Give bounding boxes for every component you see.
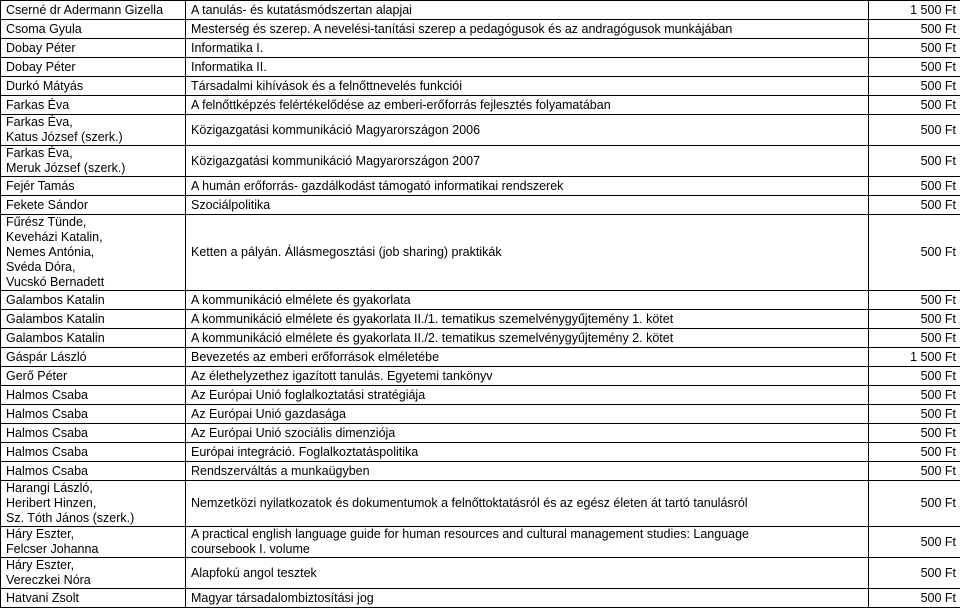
- author-cell: Háry Eszter, Felcser Johanna: [1, 527, 186, 558]
- table-row: [1, 367, 960, 386]
- table-row: [1, 589, 960, 608]
- table-row: [1, 481, 960, 527]
- price-cell: 1 500 Ft: [869, 1, 960, 20]
- author-cell: Harangi László, Heribert Hinzen, Sz. Tóth János (szerk.): [1, 481, 186, 527]
- title-cell: Ketten a pályán. Állásmegosztási (job sharing) praktikák: [186, 215, 869, 291]
- author-cell: Galambos Katalin: [1, 310, 186, 329]
- title-cell: Az Európai Unió foglalkoztatási stratégiája: [186, 386, 869, 405]
- author-cell: Halmos Csaba: [1, 443, 186, 462]
- price-cell: 500 Ft: [869, 310, 960, 329]
- table-row: [1, 20, 960, 39]
- price-cell: 500 Ft: [869, 386, 960, 405]
- title-cell: Magyar társadalombiztosítási jog: [186, 589, 869, 608]
- title-cell: Az Európai Unió szociális dimenziója: [186, 424, 869, 443]
- title-cell: A tanulás- és kutatásmódszertan alapjai: [186, 1, 869, 20]
- table-row: [1, 527, 960, 558]
- price-cell: 500 Ft: [869, 329, 960, 348]
- price-cell: 500 Ft: [869, 481, 960, 527]
- price-cell: 500 Ft: [869, 424, 960, 443]
- author-cell: Halmos Csaba: [1, 462, 186, 481]
- table-row: [1, 310, 960, 329]
- title-cell: Közigazgatási kommunikáció Magyarországon 2007: [186, 146, 869, 177]
- author-cell: Halmos Csaba: [1, 405, 186, 424]
- author-cell: Csoma Gyula: [1, 20, 186, 39]
- author-cell: Háry Eszter, Vereczkei Nóra: [1, 558, 186, 589]
- title-cell: Informatika II.: [186, 58, 869, 77]
- price-cell: 500 Ft: [869, 589, 960, 608]
- title-cell: Alapfokú angol tesztek: [186, 558, 869, 589]
- author-cell: Dobay Péter: [1, 39, 186, 58]
- price-cell: 500 Ft: [869, 367, 960, 386]
- title-cell: A humán erőforrás- gazdálkodást támogató informatikai rendszerek: [186, 177, 869, 196]
- price-cell: 500 Ft: [869, 20, 960, 39]
- author-cell: Cserné dr Adermann Gizella: [1, 1, 186, 20]
- author-cell: Durkó Mátyás: [1, 77, 186, 96]
- table-row: [1, 77, 960, 96]
- title-cell: Társadalmi kihívások és a felnőttnevelés funkciói: [186, 77, 869, 96]
- price-cell: 500 Ft: [869, 58, 960, 77]
- table-row: [1, 405, 960, 424]
- title-cell: A practical english language guide for human resources and cultural management studies: Language coursebook I. volume: [186, 527, 869, 558]
- title-cell: Szociálpolitika: [186, 196, 869, 215]
- price-cell: 500 Ft: [869, 177, 960, 196]
- author-cell: Farkas Éva, Katus József (szerk.): [1, 115, 186, 146]
- table-row: [1, 462, 960, 481]
- title-cell: Európai integráció. Foglalkoztatáspolitika: [186, 443, 869, 462]
- price-cell: 1 500 Ft: [869, 348, 960, 367]
- table-row: [1, 348, 960, 367]
- price-cell: 500 Ft: [869, 196, 960, 215]
- author-cell: Hatvani Zsolt: [1, 589, 186, 608]
- price-cell: 500 Ft: [869, 291, 960, 310]
- author-cell: Farkas Éva, Meruk József (szerk.): [1, 146, 186, 177]
- author-cell: Dobay Péter: [1, 58, 186, 77]
- author-cell: Galambos Katalin: [1, 329, 186, 348]
- price-cell: 500 Ft: [869, 405, 960, 424]
- table-row: [1, 115, 960, 146]
- table-row: [1, 424, 960, 443]
- author-cell: Fűrész Tünde, Keveházi Katalin, Nemes Antónia, Svéda Dóra, Vucskó Bernadett: [1, 215, 186, 291]
- table-row: [1, 196, 960, 215]
- author-cell: Halmos Csaba: [1, 386, 186, 405]
- price-cell: 500 Ft: [869, 558, 960, 589]
- table-row: [1, 177, 960, 196]
- price-cell: 500 Ft: [869, 462, 960, 481]
- table-row: [1, 291, 960, 310]
- price-cell: 500 Ft: [869, 39, 960, 58]
- author-cell: Fekete Sándor: [1, 196, 186, 215]
- table-row: [1, 146, 960, 177]
- title-cell: Az Európai Unió gazdasága: [186, 405, 869, 424]
- price-cell: 500 Ft: [869, 96, 960, 115]
- table-row: [1, 215, 960, 291]
- author-cell: Gerő Péter: [1, 367, 186, 386]
- author-cell: Farkas Éva: [1, 96, 186, 115]
- title-cell: Rendszerváltás a munkaügyben: [186, 462, 869, 481]
- table-row: [1, 58, 960, 77]
- table-row: [1, 1, 960, 20]
- title-cell: Közigazgatási kommunikáció Magyarországon 2006: [186, 115, 869, 146]
- title-cell: Bevezetés az emberi erőforrások elméletébe: [186, 348, 869, 367]
- price-cell: 500 Ft: [869, 527, 960, 558]
- table-row: [1, 443, 960, 462]
- title-cell: Informatika I.: [186, 39, 869, 58]
- table-row: [1, 558, 960, 589]
- table-row: [1, 96, 960, 115]
- author-cell: Fejér Tamás: [1, 177, 186, 196]
- price-cell: 500 Ft: [869, 146, 960, 177]
- price-cell: 500 Ft: [869, 77, 960, 96]
- title-cell: Nemzetközi nyilatkozatok és dokumentumok a felnőttoktatásról és az egész életen át tartó tanulásról: [186, 481, 869, 527]
- title-cell: A kommunikáció elmélete és gyakorlata II./1. tematikus szemelvénygyűjtemény 1. kötet: [186, 310, 869, 329]
- title-cell: A kommunikáció elmélete és gyakorlata: [186, 291, 869, 310]
- title-cell: A felnőttképzés felértékelődése az emberi-erőforrás fejlesztés folyamatában: [186, 96, 869, 115]
- author-cell: Halmos Csaba: [1, 424, 186, 443]
- title-cell: Mesterség és szerep. A nevelési-tanítási szerep a pedagógusok és az andragógusok munkájában: [186, 20, 869, 39]
- title-cell: A kommunikáció elmélete és gyakorlata II./2. tematikus szemelvénygyűjtemény 2. kötet: [186, 329, 869, 348]
- table-row: [1, 386, 960, 405]
- author-cell: Gáspár László: [1, 348, 186, 367]
- author-cell: Galambos Katalin: [1, 291, 186, 310]
- title-cell: Az élethelyzethez igazított tanulás. Egyetemi tankönyv: [186, 367, 869, 386]
- price-cell: 500 Ft: [869, 443, 960, 462]
- table-row: [1, 329, 960, 348]
- price-cell: 500 Ft: [869, 115, 960, 146]
- price-list-body: [1, 1, 960, 608]
- table-row: [1, 39, 960, 58]
- price-cell: 500 Ft: [869, 215, 960, 291]
